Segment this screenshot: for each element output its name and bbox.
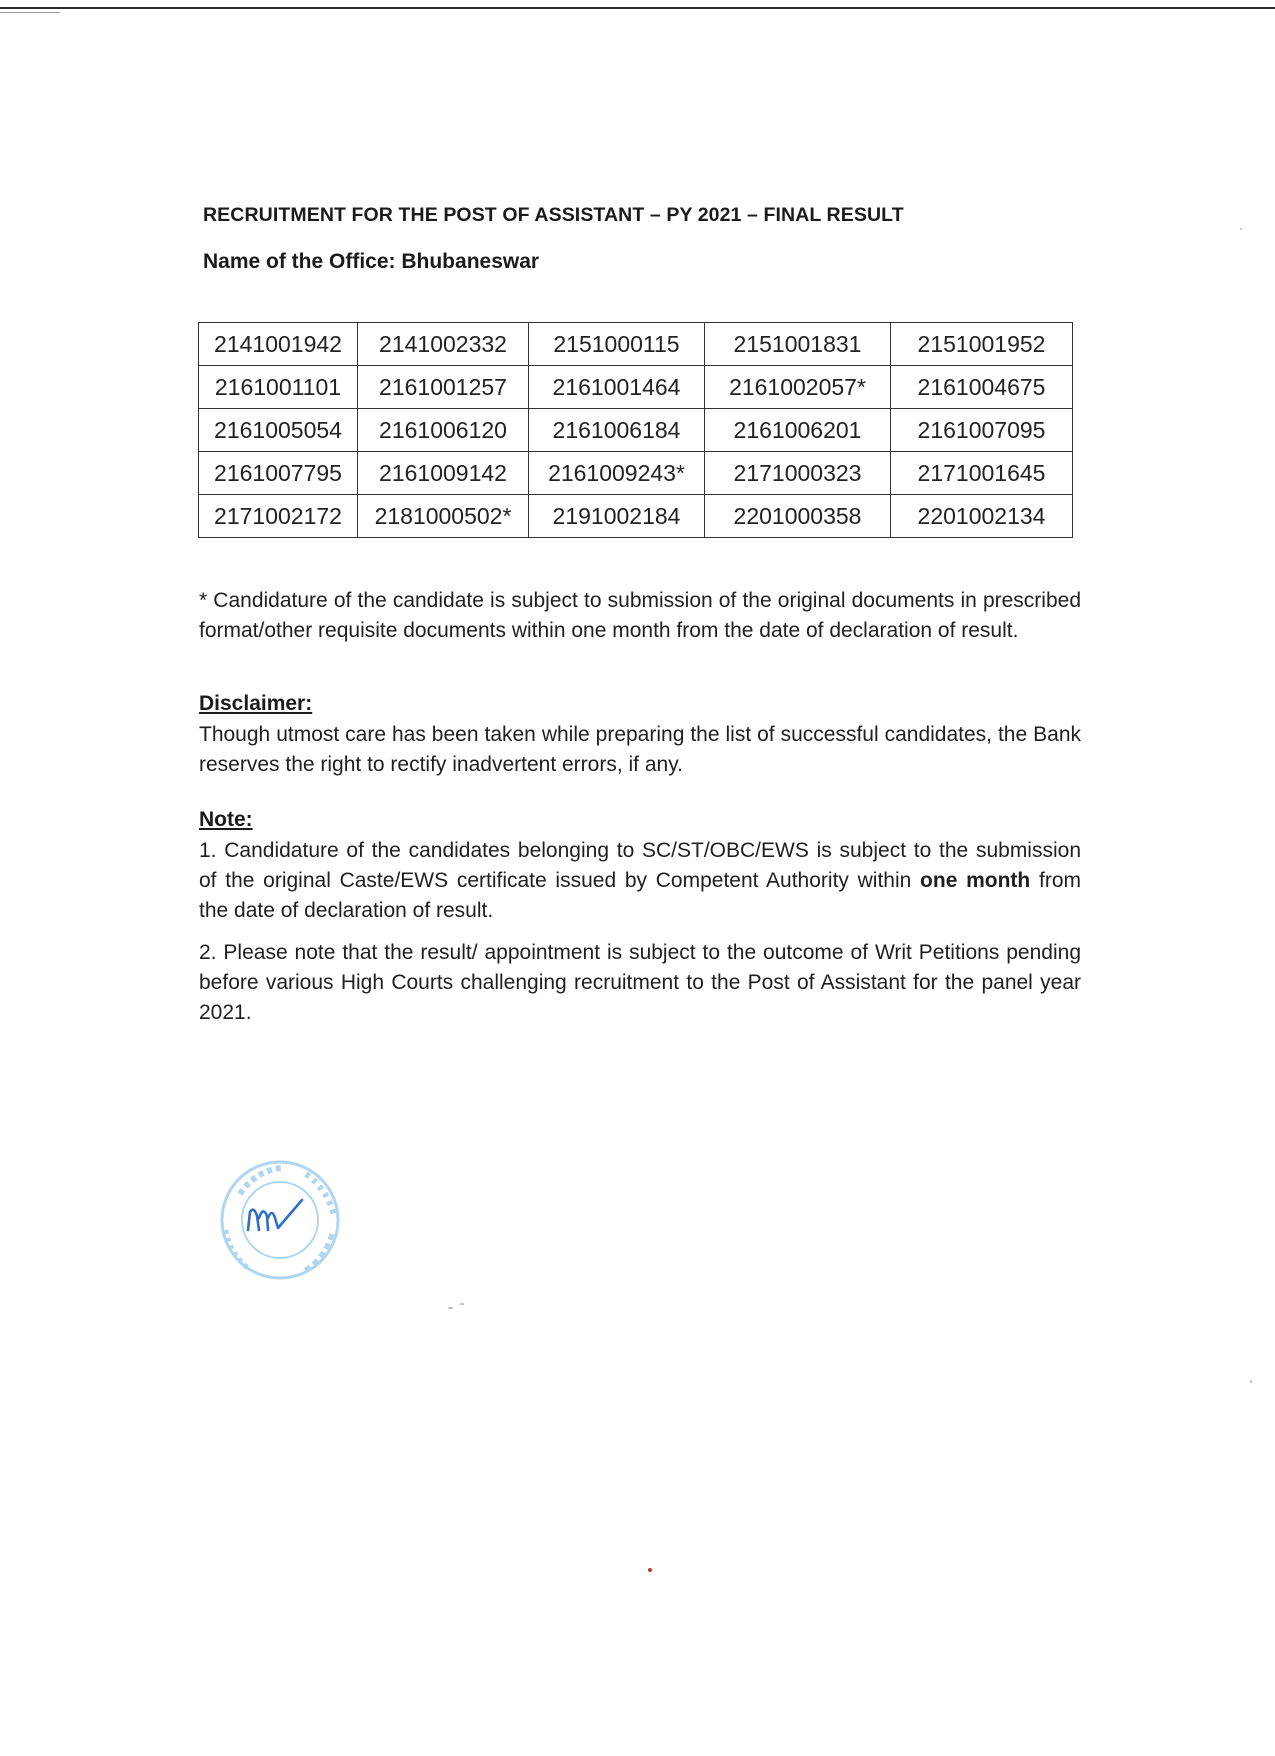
roll-number-cell: 2151001831 xyxy=(705,323,891,366)
roll-number-cell: 2161006201 xyxy=(705,409,891,452)
seal-icon xyxy=(210,1150,350,1290)
note-item-1-text-end: from the date of declaration of result. xyxy=(199,869,1081,922)
table-row xyxy=(199,495,1073,538)
roll-number-cell: 2161001257 xyxy=(358,366,529,409)
top-scan-rule xyxy=(0,7,1275,9)
scan-speck xyxy=(460,1303,464,1305)
top-scan-mark xyxy=(0,12,60,13)
roll-number-cell: 2161009142 xyxy=(358,452,529,495)
disclaimer-text: Though utmost care has been taken while preparing the list of successful candidates, the Bank reserves the right to rectify inadvertent errors, if any. xyxy=(199,723,1081,776)
roll-number-cell: 2161004675 xyxy=(891,366,1073,409)
roll-number-cell: 2161006184 xyxy=(529,409,705,452)
scan-speck xyxy=(648,1568,652,1572)
note-item-1-emphasis: one month xyxy=(920,869,1031,892)
roll-number-cell: 2161001101 xyxy=(199,366,358,409)
roll-number-cell: 2161005054 xyxy=(199,409,358,452)
table-row xyxy=(199,323,1073,366)
roll-number-cell: 2161006120 xyxy=(358,409,529,452)
roll-number-cell: 2161007095 xyxy=(891,409,1073,452)
roll-number-cell: 2201002134 xyxy=(891,495,1073,538)
roll-number-cell: 2161001464 xyxy=(529,366,705,409)
roll-number-cell: 2191002184 xyxy=(529,495,705,538)
roll-number-cell: 2171000323 xyxy=(705,452,891,495)
table-row xyxy=(199,409,1073,452)
footnote: * Candidature of the candidate is subject to submission of the original documents in prescribed format/other requisite documents within one month from the date of declaration of result. xyxy=(199,589,1081,642)
roll-number-cell: 2161007795 xyxy=(199,452,358,495)
signature-mark xyxy=(248,1200,302,1230)
roll-number-cell: 2181000502* xyxy=(358,495,529,538)
office-seal-with-signature xyxy=(210,1150,350,1290)
roll-number-cell: 2151001952 xyxy=(891,323,1073,366)
scan-speck xyxy=(448,1307,453,1309)
note-heading: Note: xyxy=(199,808,253,831)
note-item-2: 2. Please note that the result/ appointment is subject to the outcome of Writ Petitions pending before various High Courts challenging recruitment to the Post of Assistant for the panel year 2021. xyxy=(199,941,1081,1024)
scan-speck xyxy=(1250,1380,1252,1383)
roll-number-cell: 2201000358 xyxy=(705,495,891,538)
roll-number-cell: 2141002332 xyxy=(358,323,529,366)
roll-number-cell: 2171001645 xyxy=(891,452,1073,495)
disclaimer-heading: Disclaimer: xyxy=(199,692,313,715)
roll-number-cell: 2141001942 xyxy=(199,323,358,366)
table-row xyxy=(199,366,1073,409)
page-title: RECRUITMENT FOR THE POST OF ASSISTANT – PY 2021 – FINAL RESULT xyxy=(203,204,904,226)
roll-number-cell: 2161002057* xyxy=(705,366,891,409)
roll-number-cell: 2161009243* xyxy=(529,452,705,495)
note-item-1-text: 1. Candidature of the candidates belonging to SC/ST/OBC/EWS is subject to the submission of the original Caste/EWS certificate issued by Competent Authority within xyxy=(199,839,1081,892)
office-name: Name of the Office: Bhubaneswar xyxy=(203,250,540,273)
roll-number-cell: 2151000115 xyxy=(529,323,705,366)
note-item-1 xyxy=(199,836,1081,926)
table-row xyxy=(199,452,1073,495)
results-table xyxy=(198,322,1073,538)
scan-speck xyxy=(1240,228,1242,230)
roll-number-cell: 2171002172 xyxy=(199,495,358,538)
